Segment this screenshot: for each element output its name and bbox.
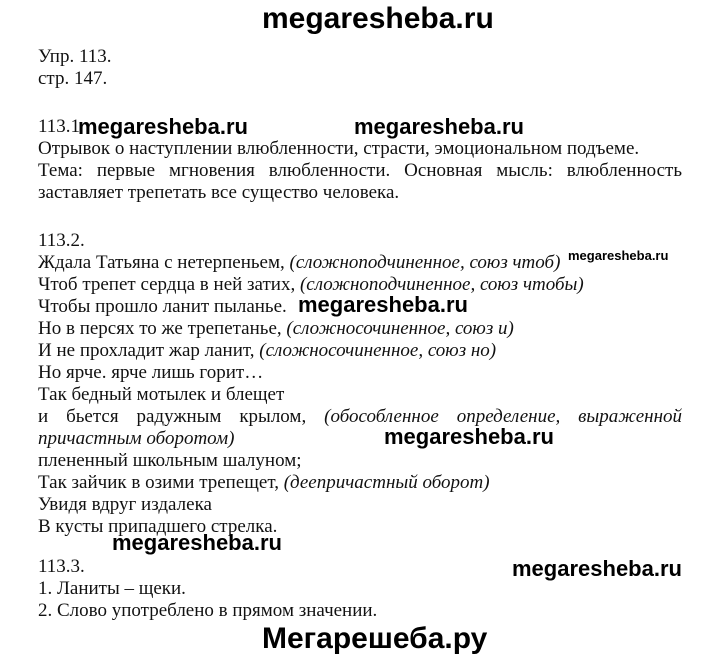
- poem-line-1: [38, 252, 560, 274]
- part1-number: 113.1: [38, 116, 81, 137]
- page-number: стр. 147.: [38, 68, 108, 89]
- poem-line-9: [38, 472, 490, 494]
- poem-text: Так бедный мотылек и блещет: [38, 384, 285, 405]
- poem-text: Но ярче. ярче лишь горит…: [38, 362, 264, 383]
- grammar-note: (сложносочиненное, союз но): [259, 340, 497, 361]
- grammar-note: (сложноподчиненное, союз чтобы): [299, 274, 584, 295]
- poem-line-wing: [38, 406, 682, 450]
- grammar-note: (обособленное определение, выраженной причастным оборотом): [38, 406, 682, 449]
- watermark-inline-small: megaresheba.ru: [568, 248, 669, 263]
- part3-number: 113.3.: [38, 556, 85, 577]
- watermark-footer: Мегарешеба.ру: [262, 622, 488, 655]
- watermark-inline-a: megaresheba.ru: [78, 114, 248, 139]
- poem-line-8: [38, 450, 302, 472]
- poem-line-4: [38, 318, 514, 340]
- poem-text: Чтоб трепет сердца в ней затих,: [38, 274, 300, 295]
- poem-text: Но в персях то же трепетанье,: [38, 318, 287, 339]
- poem-text: В кусты припадшего стрелка.: [38, 516, 278, 537]
- watermark-header: megaresheba.ru: [262, 2, 494, 35]
- grammar-note: (деепричастный оборот): [283, 472, 490, 493]
- grammar-note: (сложноподчиненное, союз чтоб): [289, 252, 561, 273]
- poem-line-6: [38, 362, 263, 384]
- watermark-inline-c: megaresheba.ru: [298, 292, 468, 317]
- watermark-inline-d: megaresheba.ru: [384, 424, 554, 449]
- poem-text: Так зайчик в озими трепещет,: [38, 472, 284, 493]
- poem-line-7: [38, 384, 284, 406]
- watermark-inline-e: megaresheba.ru: [112, 530, 282, 555]
- watermark-inline-f: megaresheba.ru: [512, 556, 682, 581]
- part1-theme: Тема: первые мгновения влюбленности. Основная мысль: влюбленность заставляет трепетать все существо человека.: [38, 160, 682, 203]
- poem-line-10: [38, 494, 212, 516]
- part3-item-2: 2. Слово употреблено в прямом значении.: [38, 600, 378, 621]
- poem-text: И не прохладит жар ланит,: [38, 340, 260, 361]
- poem-line-3: [38, 296, 287, 318]
- poem-text: Чтобы прошло ланит пыланье.: [38, 296, 287, 317]
- exercise-number: Упр. 113.: [38, 46, 112, 67]
- poem-text: Увидя вдруг издалека: [38, 494, 212, 515]
- poem-text: и бьется радужным крылом,: [38, 406, 325, 427]
- grammar-note: (сложносочиненное, союз и): [286, 318, 514, 339]
- poem-text: плененный школьным шалуном;: [38, 450, 302, 471]
- poem-line-5: [38, 340, 496, 362]
- part1-description: Отрывок о наступлении влюбленности, страсти, эмоциональном подъеме.: [38, 138, 640, 159]
- part2-number: 113.2.: [38, 230, 85, 251]
- part3-item-1: 1. Ланиты – щеки.: [38, 578, 186, 599]
- poem-text: Ждала Татьяна с нетерпеньем,: [38, 252, 290, 273]
- watermark-inline-b: megaresheba.ru: [354, 114, 524, 139]
